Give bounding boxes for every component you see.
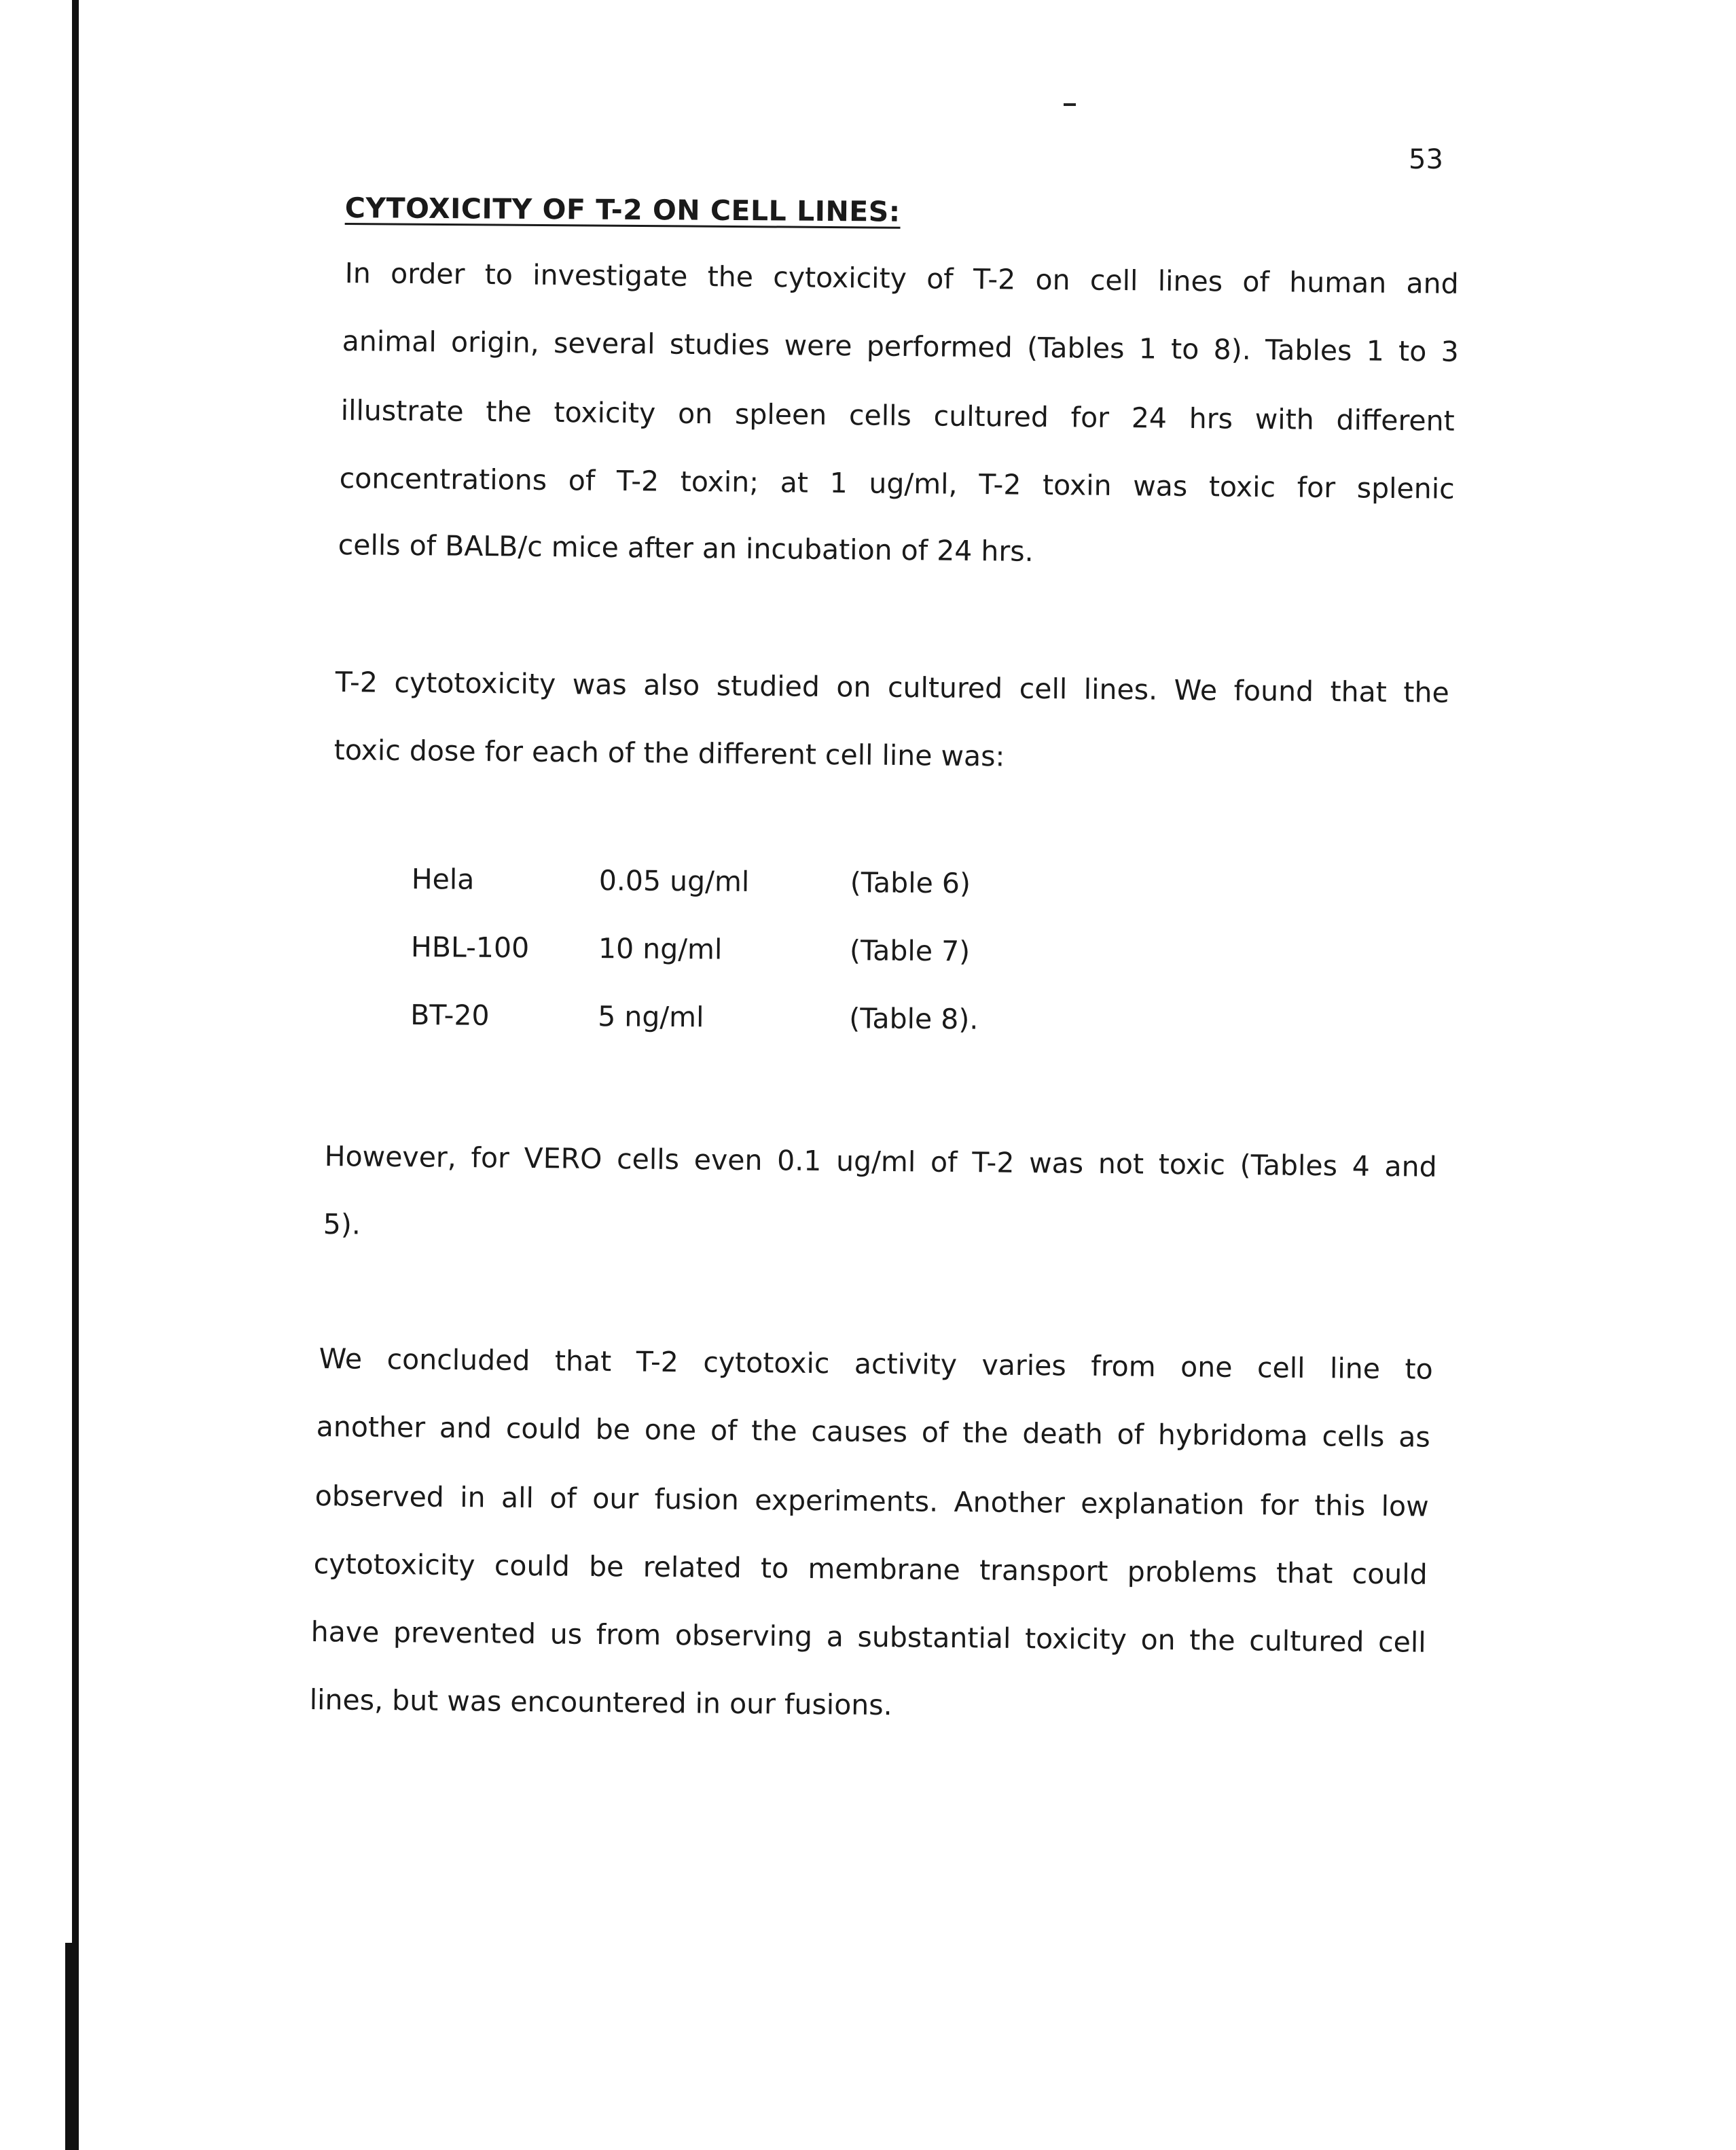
table-reference: (Table 7) [849,934,971,968]
paragraph-line: animal origin, several studies were performed (Tables 1 to 8). Tables 1 to 3 [342,325,1459,368]
table-reference: (Table 8). [849,1002,979,1036]
page-number: 53 [1409,144,1443,175]
paragraph-line: However, for VERO cells even 0.1 ug/ml of T-2 was not toxic (Tables 4 and [324,1140,1437,1183]
paragraph-line: cytotoxicity could be related to membrane transport problems that could [313,1547,1428,1591]
paragraph-line: T-2 cytotoxicity was also studied on cultured cell lines. We found that the [335,666,1449,709]
section-heading: CYTOXICITY OF T-2 ON CELL LINES: [344,192,901,228]
paragraph-line: another and could be one of the causes of the death of hybridoma cells as [316,1410,1430,1454]
paragraph-line: cells of BALB/c mice after an incubation of 24 hrs. [338,528,1034,568]
table-row [410,998,979,1067]
scan-speck [1064,103,1076,106]
paragraph-line: have prevented us from observing a substantial toxicity on the cultured cell [310,1615,1426,1659]
table-row [411,863,971,931]
paragraph-line: illustrate the toxicity on spleen cells cultured for 24 hrs with different [340,394,1455,437]
paragraph-line: In order to investigate the cytoxicity of T-2 on cell lines of human and [344,257,1459,300]
table-reference: (Table 6) [850,866,971,900]
paragraph-line: toxic dose for each of the different cell line was: [333,734,1005,773]
toxic-dose: 5 ng/ml [598,1000,704,1034]
paragraph-line: 5). [323,1208,361,1241]
toxic-dose: 0.05 ug/ml [598,864,750,898]
paragraph-line: concentrations of T-2 toxin; at 1 ug/ml, T-2 toxin was toxic for splenic [339,462,1455,505]
cell-line-name: BT-20 [410,998,490,1032]
toxic-dose: 10 ng/ml [598,932,723,966]
cell-line-name: Hela [411,863,475,896]
paragraph-line: observed in all of our fusion experiments. Another explanation for this low [314,1480,1429,1523]
scan-border-line [72,0,79,2150]
table-row [410,930,971,999]
paragraph-line: lines, but was encountered in our fusions. [309,1683,892,1722]
scan-border-line-lower [65,1943,72,2150]
paragraph-line: We concluded that T-2 cytotoxic activity varies from one cell line to [319,1342,1433,1386]
toxic-dose-table [410,863,979,1067]
cell-line-name: HBL-100 [410,930,530,965]
